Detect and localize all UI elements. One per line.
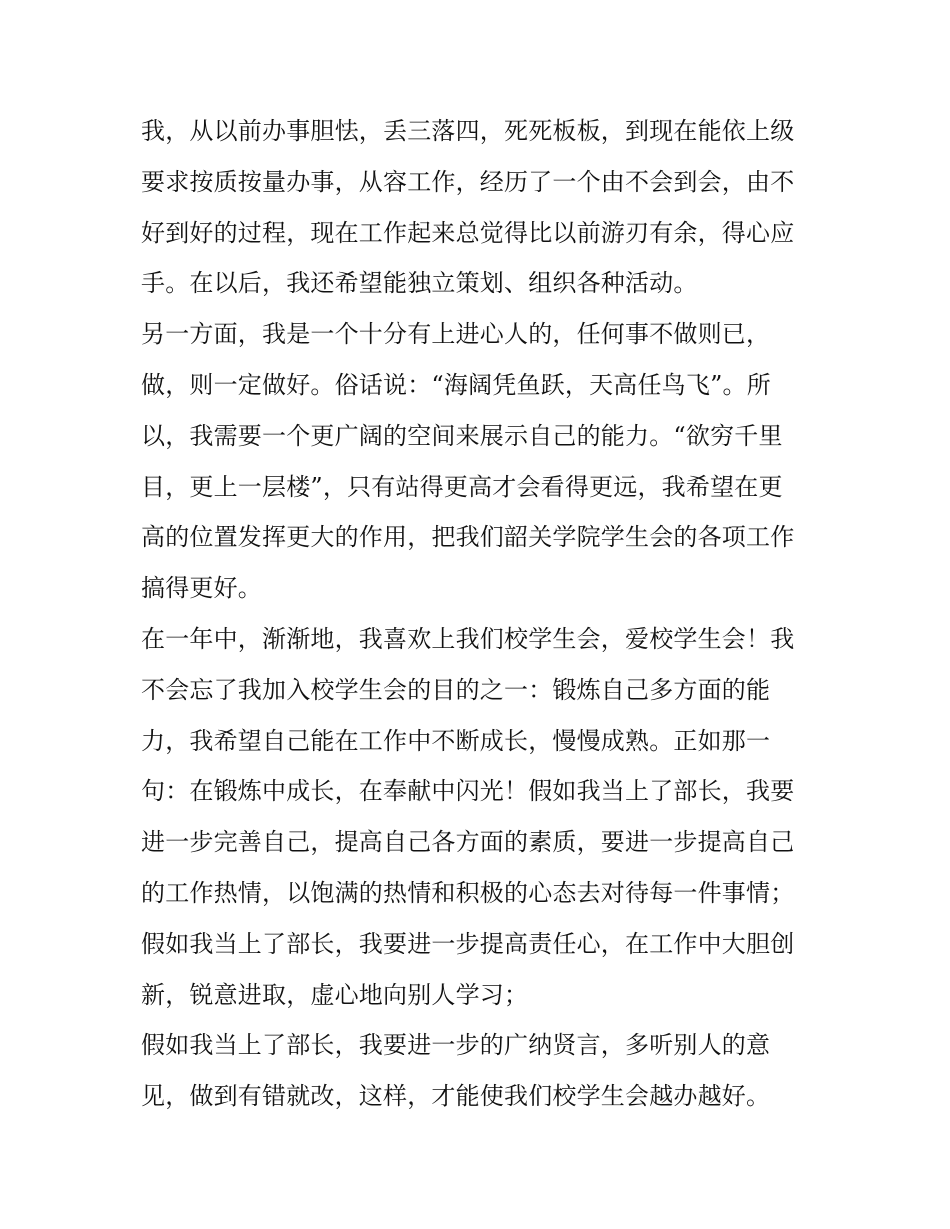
text-line: 另一方面，我是一个十分有上进心人的，任何事不做则已， xyxy=(141,320,771,349)
text-line: 不会忘了我加入校学生会的目的之一：锻炼自己多方面的能 xyxy=(141,675,771,704)
text-line: 进一步完善自己，提高自己各方面的素质，要进一步提高自己 xyxy=(141,828,795,857)
text-line: 假如我当上了部长，我要进一步提高责任心，在工作中大胆创 xyxy=(141,929,795,958)
text-line: 假如我当上了部长，我要进一步的广纳贤言，多听别人的意 xyxy=(141,1031,771,1060)
text-line: 见，做到有错就改，这样，才能使我们校学生会越办越好。 xyxy=(141,1082,771,1111)
text-line: 好到好的过程，现在工作起来总觉得比以前游刃有余，得心应 xyxy=(141,218,795,247)
text-line: 要求按质按量办事，从容工作，经历了一个由不会到会，由不 xyxy=(141,167,795,196)
text-line: 搞得更好。 xyxy=(141,574,262,603)
text-line: 的工作热情，以饱满的热情和积极的心态去对待每一件事情； xyxy=(141,878,795,907)
text-line: 目，更上一层楼”，只有站得更高才会看得更远，我希望在更 xyxy=(141,472,783,501)
text-line: 手。在以后，我还希望能独立策划、组织各种活动。 xyxy=(141,269,698,298)
text-line: 力，我希望自己能在工作中不断成长，慢慢成熟。正如那一 xyxy=(141,726,771,755)
text-line: 以，我需要一个更广阔的空间来展示自己的能力。“欲穷千里 xyxy=(141,421,783,450)
text-line: 我，从以前办事胆怯，丢三落四，死死板板，到现在能依上级 xyxy=(141,117,795,145)
text-line: 句：在锻炼中成长，在奉献中闪光！假如我当上了部长，我要 xyxy=(141,777,795,806)
text-line: 在一年中，渐渐地，我喜欢上我们校学生会，爱校学生会！我 xyxy=(141,624,795,653)
text-line: 高的位置发挥更大的作用，把我们韶关学院学生会的各项工作 xyxy=(141,523,795,552)
document-body xyxy=(141,106,821,1122)
text-line: 做，则一定做好。俗话说：“海阔凭鱼跃，天高任鸟飞”。所 xyxy=(141,370,771,399)
text-line: 新，锐意进取，虚心地向别人学习； xyxy=(141,980,529,1009)
